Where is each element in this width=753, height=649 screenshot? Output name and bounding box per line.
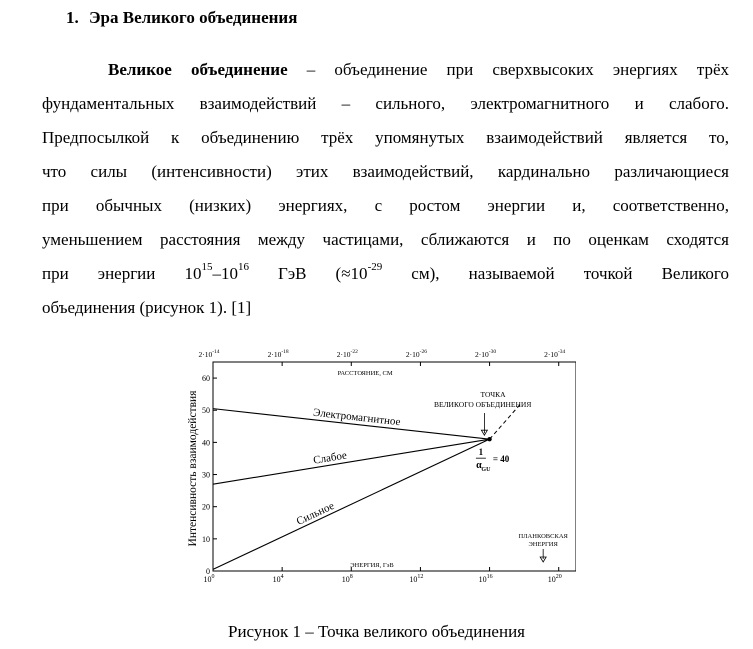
distance-exp: -29 — [367, 261, 383, 274]
x-tick-label: $10^4$ — [272, 574, 284, 584]
y-tick-label: 20 — [202, 502, 210, 512]
x-tick-label: $10^0$ — [203, 574, 215, 584]
y-axis-label: Интенсивность взаимодействия — [187, 390, 199, 547]
y-tick-label: 30 — [202, 470, 210, 480]
energy-exp-2: 16 — [237, 261, 249, 274]
line-7-part-d: см), называемой точкой Великого — [382, 264, 729, 283]
alpha-numerator: 1 — [478, 447, 484, 458]
planck-label-line-1: ПЛАНКОВСКАЯ — [518, 533, 568, 540]
x-tick-label: $10^8$ — [341, 574, 353, 584]
chart-svg — [181, 343, 576, 593]
figure-chart — [181, 343, 576, 593]
alpha-subscript: GU — [481, 467, 491, 474]
top-axis-label: РАССТОЯНИЕ, СМ — [337, 370, 393, 377]
gut-label-line-2: ВЕЛИКОГО ОБЪЕДИНЕНИЯ — [433, 400, 532, 409]
paragraph-line-1 — [42, 53, 729, 87]
body-paragraph — [42, 53, 729, 325]
x-tick-label: $10^{20}$ — [547, 574, 562, 584]
top-tick-label: $2\cdot 10^{-14}$ — [198, 349, 220, 359]
section-title: Эра Великого объединения — [89, 8, 298, 27]
section-heading — [66, 8, 297, 28]
series-label-3: Сильное — [294, 499, 337, 528]
paragraph-line-8: объединения (рисунок 1). [1] — [42, 298, 252, 317]
top-tick-label: $2\cdot 10^{-34}$ — [544, 349, 566, 359]
paragraph-line-5: при обычных (низких) энергиях, с ростом энергии и, соответственно, — [42, 196, 729, 215]
y-tick-label: 60 — [202, 374, 210, 384]
top-tick-label: $2\cdot 10^{-26}$ — [405, 349, 427, 359]
series-label-2: Слабое — [312, 449, 348, 467]
section-number: 1. — [66, 8, 79, 27]
unified-extension-line — [490, 404, 521, 439]
line-7-part-b: –10 — [212, 264, 238, 283]
paragraph-line-3: Предпосылкой к объединению трёх упомянутых взаимодействий является то, — [42, 128, 729, 147]
top-tick-label: $2\cdot 10^{-30}$ — [475, 349, 497, 359]
energy-exp-1: 15 — [201, 261, 213, 274]
line-7-part-a: при энергии 10 — [42, 264, 202, 283]
y-tick-label: 10 — [202, 534, 210, 544]
planck-label-line-2: ЭНЕРГИЯ — [528, 541, 558, 548]
defined-term: Великое объединение — [108, 60, 288, 79]
gut-point-marker — [487, 437, 491, 441]
x-tick-label: $10^{16}$ — [478, 574, 493, 584]
top-tick-label: $2\cdot 10^{-18}$ — [267, 349, 289, 359]
paragraph-line-6: уменьшением расстояния между частицами, сближаются и по оценкам сходятся — [42, 230, 729, 249]
paragraph-line-7 — [42, 257, 729, 291]
top-tick-label: $2\cdot 10^{-22}$ — [336, 349, 358, 359]
line-1-text: – объединение при сверхвысоких энергиях трёх — [287, 60, 730, 79]
alpha-symbol: α — [476, 460, 482, 472]
gut-label-line-1: ТОЧКА — [480, 390, 506, 399]
alpha-value: = 40 — [492, 454, 510, 465]
x-tick-label: $10^{12}$ — [409, 574, 424, 584]
y-tick-label: 40 — [202, 438, 210, 448]
line-7-part-c: ГэВ (≈10 — [248, 264, 368, 283]
paragraph-line-2: фундаментальных взаимодействий – сильного, электромагнитного и слабого. — [42, 94, 729, 113]
series-line-3 — [213, 439, 490, 569]
series-label-1: Электромагнитное — [312, 406, 402, 429]
series-line-2 — [213, 439, 490, 484]
x-axis-label: ЭНЕРГИЯ, ГэВ — [350, 562, 394, 569]
paragraph-line-4: что силы (интенсивности) этих взаимодействий, кардинально различающиеся — [42, 162, 729, 181]
y-tick-label: 50 — [202, 406, 210, 416]
y-tick-label: 0 — [206, 567, 210, 576]
figure-caption: Рисунок 1 – Точка великого объединения — [228, 622, 525, 641]
